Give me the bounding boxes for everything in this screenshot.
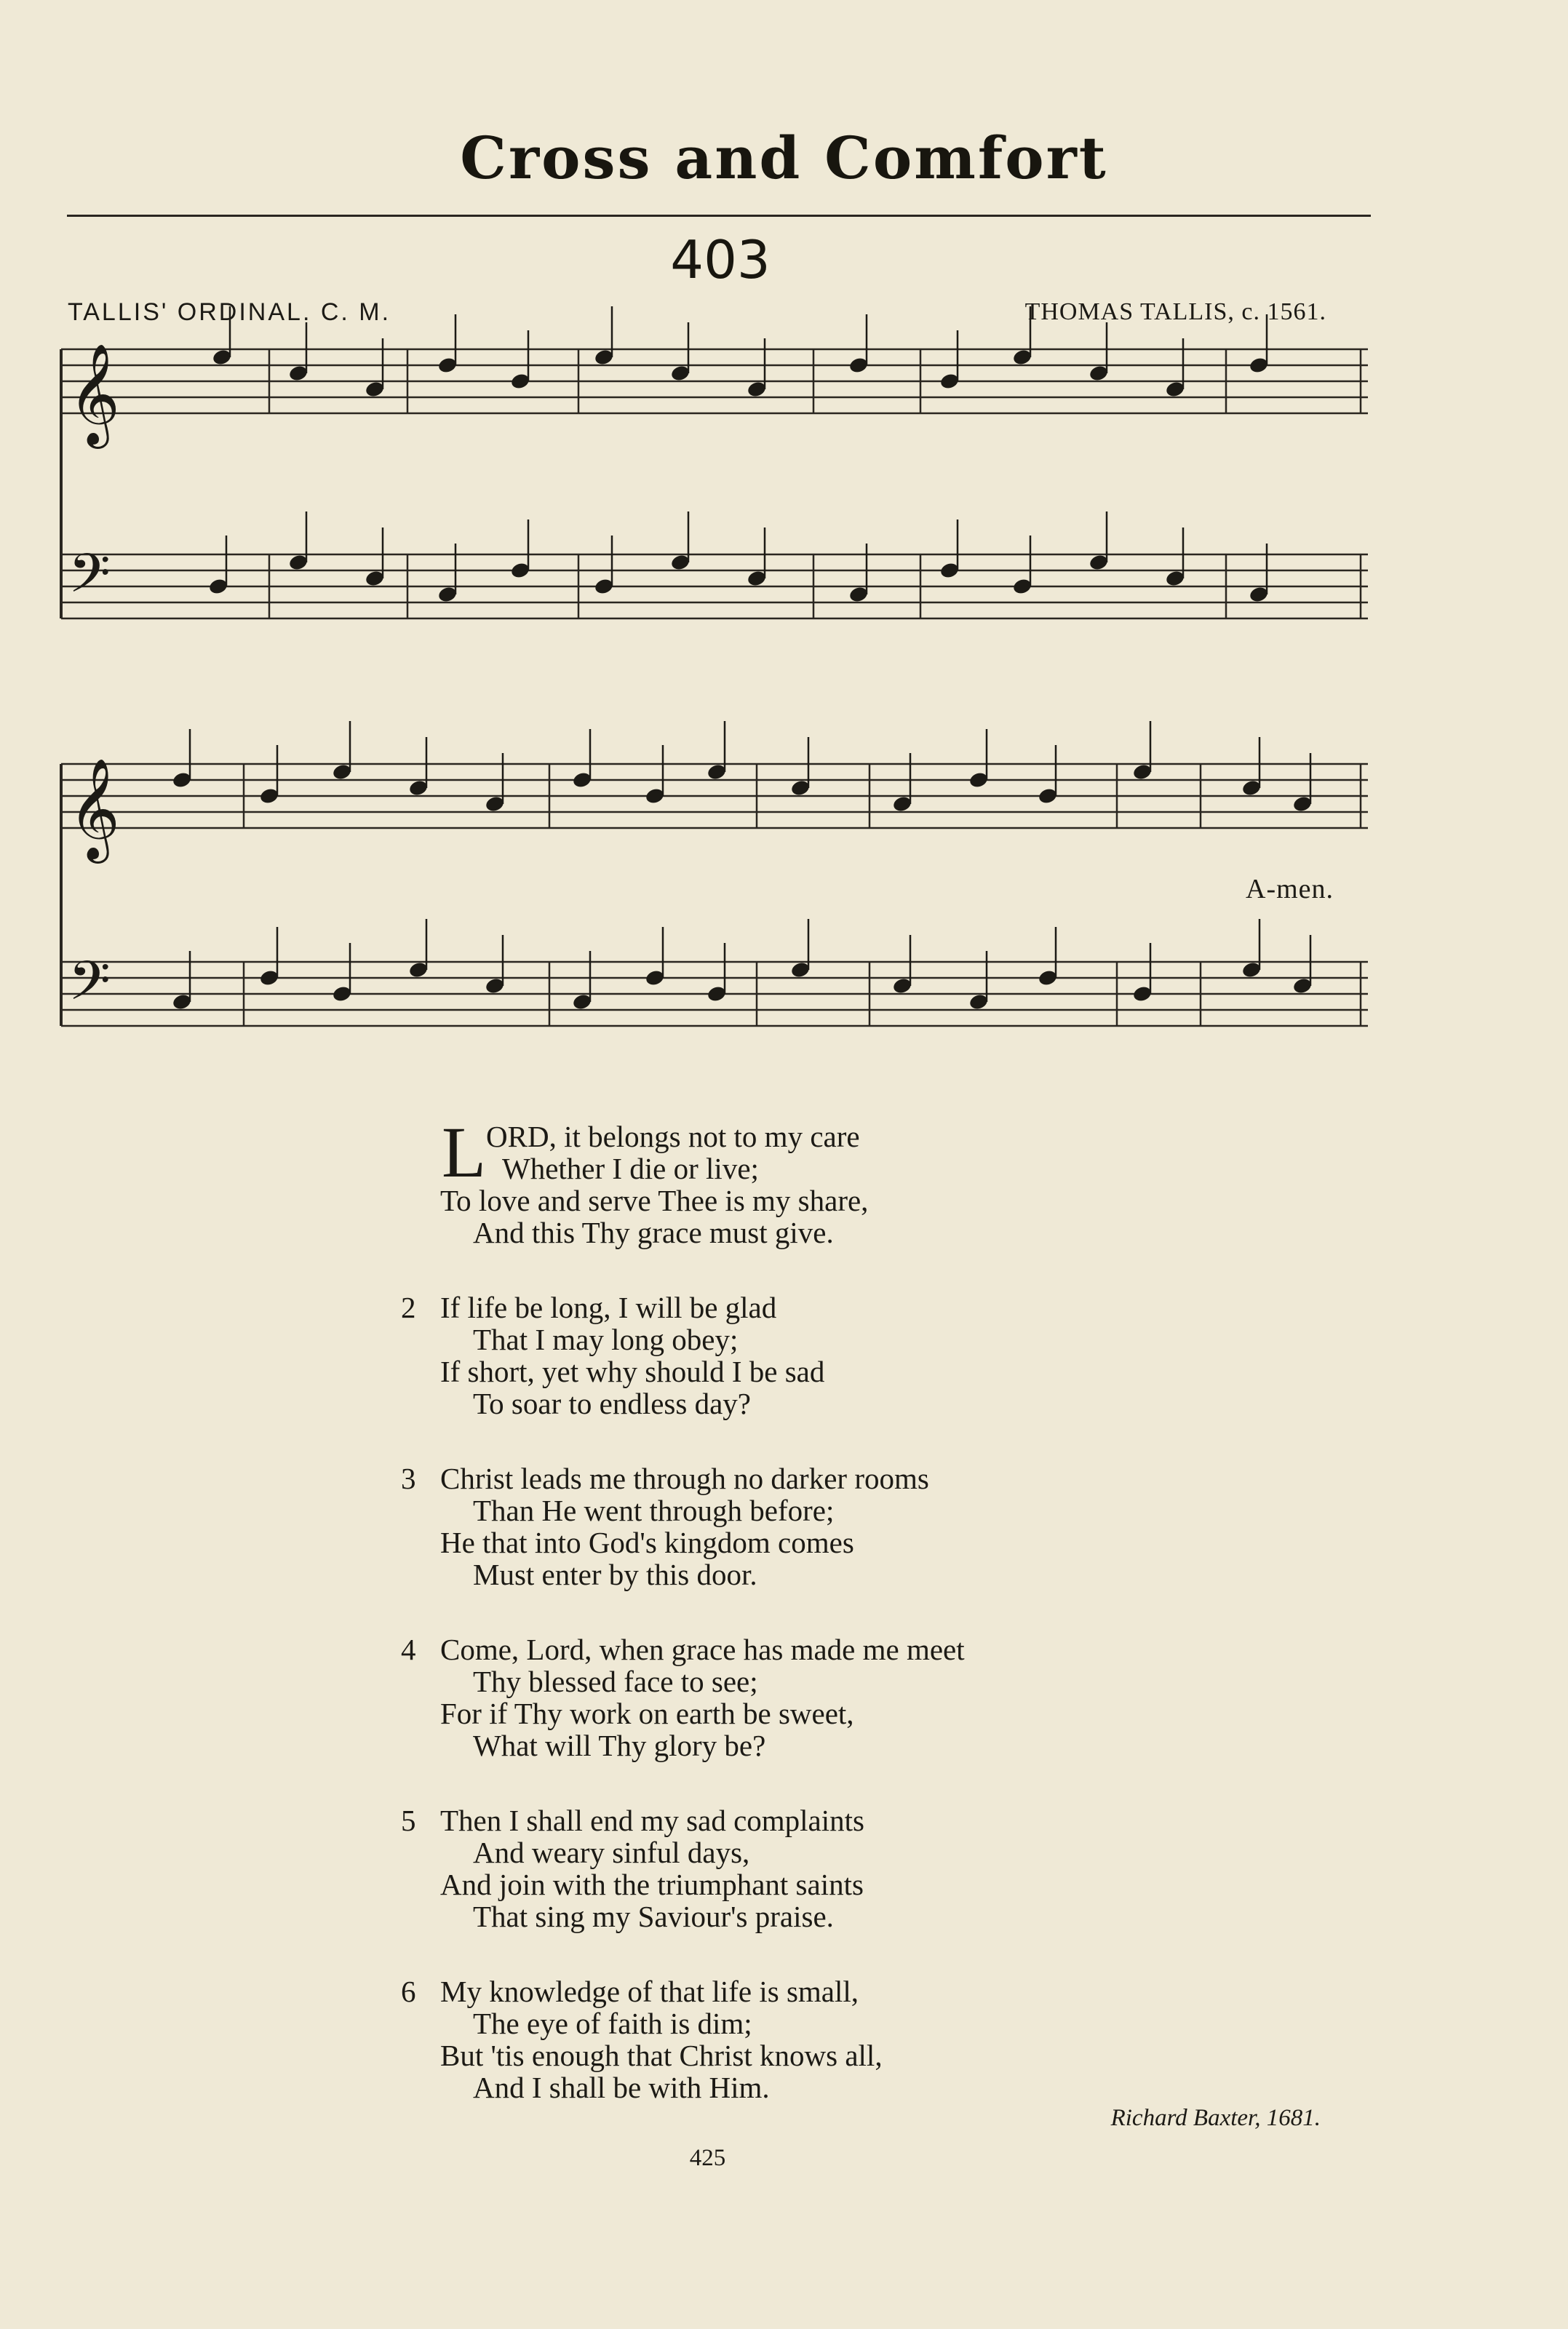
verse-line: To soar to endless day? bbox=[473, 1387, 751, 1420]
bass-clef-icon: 𝄢 bbox=[68, 542, 111, 618]
staff-lines bbox=[61, 349, 1368, 1026]
clefs bbox=[68, 343, 120, 1026]
amen-lyric: A-men. bbox=[1246, 874, 1334, 904]
page-number: 425 bbox=[689, 2145, 726, 2171]
verse-line: Thy blessed face to see; bbox=[473, 1665, 758, 1698]
verse-line: To love and serve Thee is my share, bbox=[440, 1184, 869, 1217]
verse-number: 2 bbox=[401, 1291, 416, 1324]
verse-number: 3 bbox=[401, 1462, 416, 1495]
verse-line: Come, Lord, when grace has made me meet bbox=[440, 1633, 965, 1666]
verse-number: 5 bbox=[401, 1804, 416, 1837]
drop-cap-letter: L bbox=[442, 1112, 487, 1193]
bar-lines bbox=[61, 349, 1361, 1026]
verse-line: ORD, it belongs not to my care bbox=[486, 1120, 860, 1153]
verse-line: If life be long, I will be glad bbox=[440, 1291, 777, 1324]
verse-line: He that into God's kingdom comes bbox=[440, 1526, 854, 1559]
verse-line: But 'tis enough that Christ knows all, bbox=[440, 2039, 883, 2072]
verse-line: Whether I die or live; bbox=[502, 1152, 759, 1185]
verse-line: Than He went through before; bbox=[473, 1494, 835, 1527]
treble-clef-icon: 𝄞 bbox=[68, 343, 120, 445]
verse-line: What will Thy glory be? bbox=[473, 1729, 766, 1762]
verse-line: If short, yet why should I be sad bbox=[440, 1355, 825, 1388]
verse-line: Then I shall end my sad complaints bbox=[440, 1804, 864, 1837]
verse-line: For if Thy work on earth be sweet, bbox=[440, 1697, 854, 1730]
verse-line: And I shall be with Him. bbox=[473, 2071, 770, 2104]
hymn-number: 403 bbox=[670, 229, 771, 290]
author-credit: Richard Baxter, 1681. bbox=[1110, 2105, 1321, 2131]
bass-clef-icon: 𝄢 bbox=[68, 949, 111, 1026]
verse-line: That sing my Saviour's praise. bbox=[473, 1900, 834, 1933]
treble-clef-icon: 𝄞 bbox=[68, 758, 120, 859]
composer-credit: THOMAS TALLIS, c. 1561. bbox=[1024, 298, 1326, 325]
verse-number: 4 bbox=[401, 1633, 416, 1666]
notes bbox=[172, 306, 1313, 1011]
verse-line: The eye of faith is dim; bbox=[473, 2007, 752, 2040]
verse-line: And join with the triumphant saints bbox=[440, 1868, 864, 1901]
verse-line: Christ leads me through no darker rooms bbox=[440, 1462, 929, 1495]
tune-name: TALLIS' ORDINAL. C. M. bbox=[68, 298, 391, 326]
verse-line: That I may long obey; bbox=[473, 1323, 739, 1356]
verse-line: My knowledge of that life is small, bbox=[440, 1975, 859, 2008]
verse-line: And weary sinful days, bbox=[473, 1836, 750, 1869]
verse-line: And this Thy grace must give. bbox=[473, 1216, 834, 1249]
section-title: Cross and Comfort bbox=[460, 124, 1108, 192]
verse-line: Must enter by this door. bbox=[473, 1558, 757, 1591]
verse-number: 6 bbox=[401, 1975, 416, 2008]
